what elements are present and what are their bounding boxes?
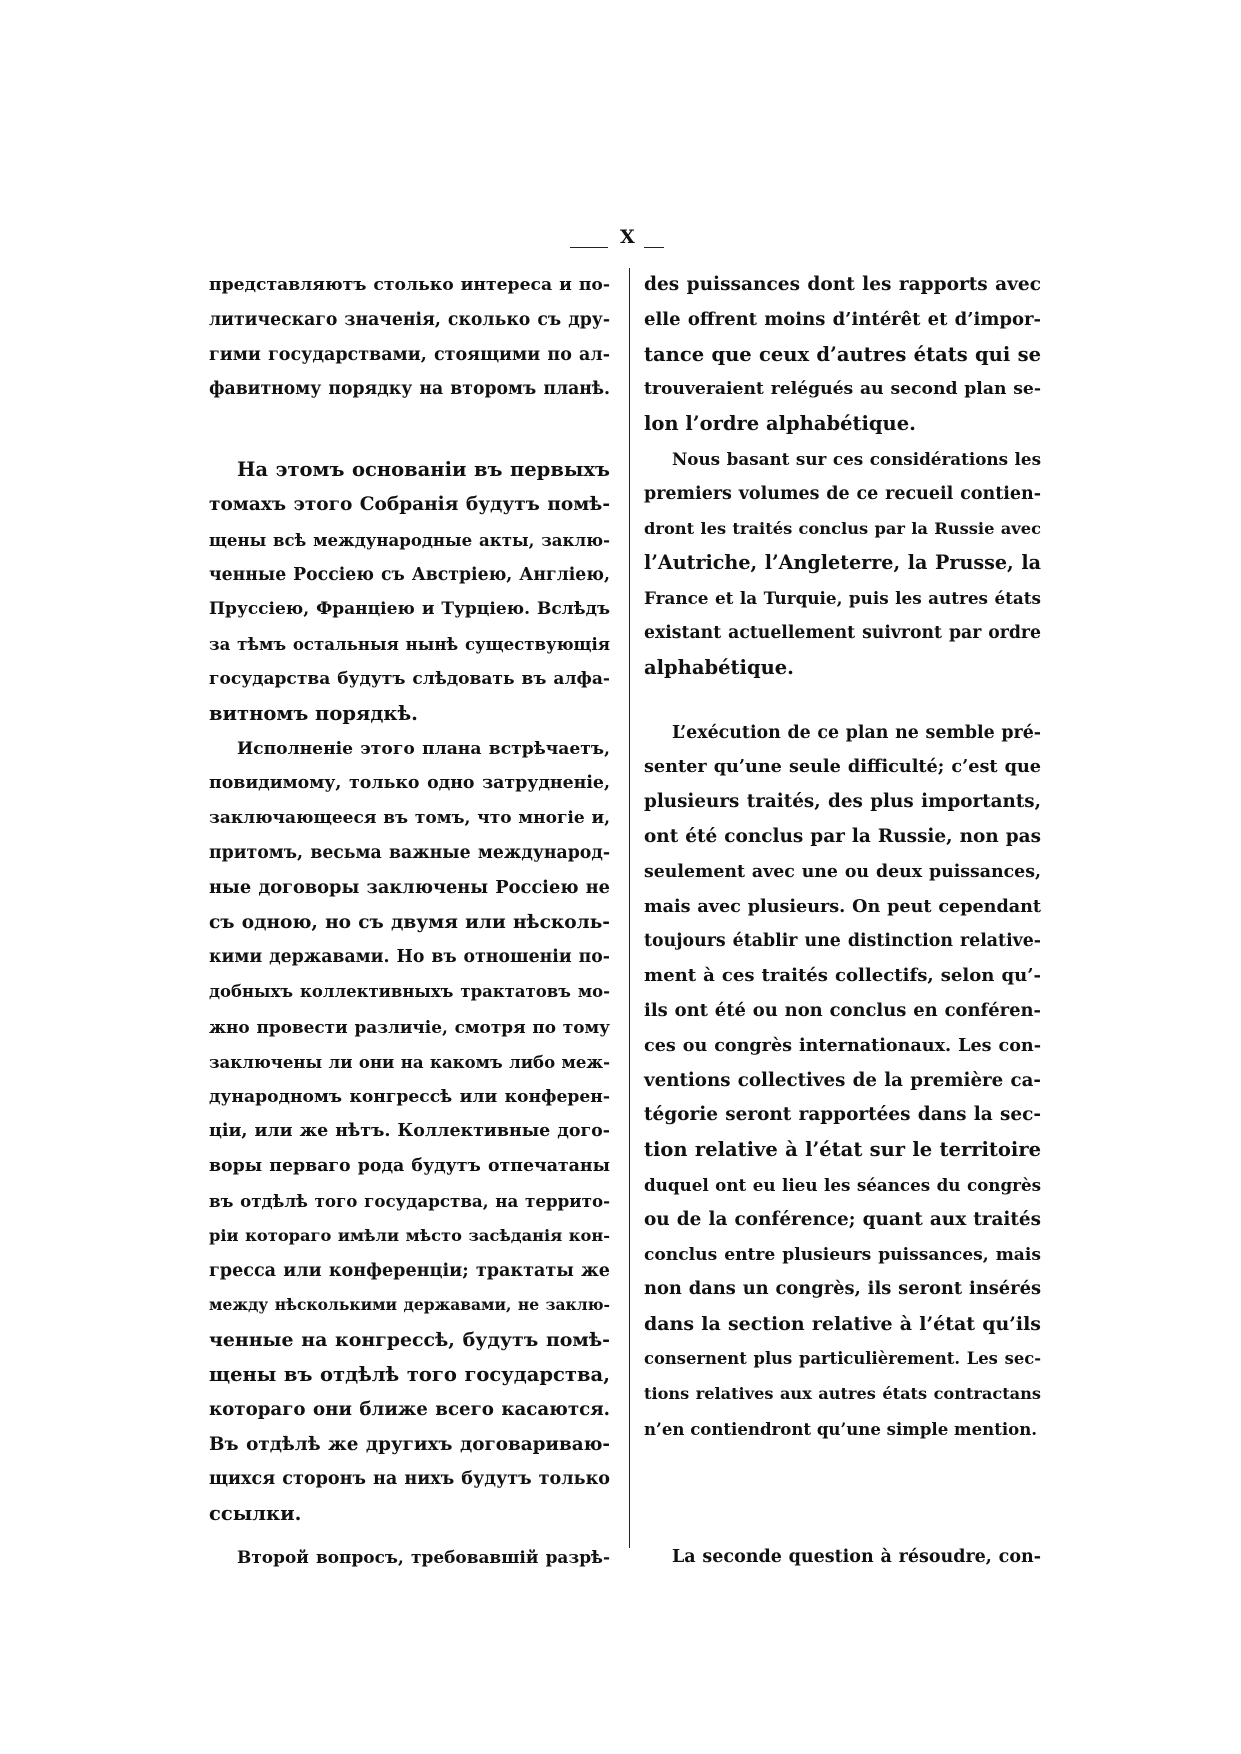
text-line: non dans un congrès, ils seront insérés: [644, 1278, 1041, 1300]
russian-column: [209, 268, 610, 1575]
text-line: existant actuellement suivront par ordre: [644, 622, 1041, 643]
fr-paragraph-2: [644, 442, 1041, 686]
french-column: [644, 268, 1041, 1575]
text-line: alphabétique.: [644, 655, 794, 679]
text-line: lon l’ordre alphabétique.: [644, 412, 916, 436]
text-line: дународномъ конгрессѣ или конферен-: [209, 1086, 610, 1107]
text-line: ссылки.: [209, 1502, 302, 1526]
text-line: tance que ceux d’autres états qui se: [644, 342, 1041, 366]
text-line: L’exécution de ce plan ne semble pré-: [672, 722, 1041, 743]
text-line: щихся сторонъ на нихъ будутъ только: [209, 1468, 610, 1490]
text-line: n’en contiendront qu’une simple mention.: [644, 1418, 1038, 1439]
text-line: senter qu’une seule difficulté; c’est que: [644, 756, 1041, 778]
text-line: mais avec plusieurs. On peut cependant: [644, 896, 1041, 917]
text-line: premiers volumes de ce recueil contien-: [644, 483, 1041, 504]
text-line: На этомъ основаніи въ первыхъ: [237, 458, 610, 482]
text-line: воры перваго рода будутъ отпечатаны: [209, 1156, 610, 1177]
text-line: ventions collectives de la première ca-: [644, 1069, 1041, 1091]
ru-paragraph-1: [209, 268, 610, 407]
text-line: ные договоры заключены Россіею не: [209, 876, 610, 898]
text-line: consernent plus particulièrement. Les sec-: [644, 1348, 1041, 1368]
text-line: гресса или конференціи; трактаты же: [209, 1259, 610, 1281]
text-line: toujours établir une distinction relative-: [644, 931, 1041, 952]
text-line: dront les traités conclus par la Russie avec: [644, 518, 1041, 538]
text-line: ou de la conférence; quant aux traités: [644, 1208, 1041, 1230]
text-line: представляютъ столько интереса и по-: [209, 275, 610, 295]
text-line: ціи, или же нѣтъ. Коллективные дого-: [209, 1121, 610, 1142]
text-line: литическаго значенія, сколько съ дру-: [209, 309, 610, 330]
folio-dash-left: [570, 247, 608, 248]
text-line: plusieurs traités, des plus importants,: [644, 791, 1041, 813]
page-folio: [570, 226, 680, 256]
text-line: кими державами. Но въ отношеніи по-: [209, 947, 610, 968]
text-line: La seconde question à résoudre, con-: [672, 1547, 1041, 1568]
text-line: притомъ, весьма важные международ-: [209, 842, 610, 863]
text-line: заключены ли они на какомъ либо меж-: [209, 1051, 610, 1072]
text-line: въ отдѣлѣ того государства, на террито-: [209, 1190, 610, 1211]
text-line: Пруссіею, Франціею и Турціею. Вслѣдъ: [209, 599, 610, 620]
text-line: ils ont été ou non conclus en conféren-: [644, 999, 1041, 1021]
column-divider: [629, 268, 630, 1548]
text-line: между нѣсколькими державами, не заклю-: [209, 1295, 610, 1315]
text-line: Nous basant sur ces considérations les: [672, 448, 1041, 469]
text-line: duquel ont eu lieu les séances du congrès: [644, 1174, 1041, 1195]
text-line: France et la Turquie, puis les autres états: [644, 588, 1041, 609]
text-line: ченные на конгрессѣ, будутъ помѣ-: [209, 1329, 610, 1352]
ru-paragraph-4: [209, 1540, 610, 1575]
text-line: щены въ отдѣлѣ того государства,: [209, 1362, 610, 1386]
page-number: X: [620, 226, 635, 248]
ru-paragraph-3: [209, 732, 610, 1532]
text-line: заключающееся въ томъ, что многіе и,: [209, 808, 610, 829]
text-line: Исполненіе этого плана встрѣчаетъ,: [237, 738, 610, 759]
text-line: ont été conclus par la Russie, non pas: [644, 825, 1041, 847]
text-line: tions relatives aux autres états contractans: [644, 1383, 1041, 1403]
text-line: Второй вопросъ, требовавшій разрѣ-: [237, 1546, 610, 1567]
text-line: Въ отдѣлѣ же другихъ договариваю-: [209, 1433, 610, 1455]
text-line: l’Autriche, l’Angleterre, la Prusse, la: [644, 551, 1041, 575]
text-line: съ одною, но съ двумя или нѣсколь-: [209, 911, 610, 933]
text-line: жно провести различіе, смотря по тому: [209, 1016, 610, 1037]
text-line: котораго они ближе всего касаются.: [209, 1398, 610, 1420]
fr-paragraph-4: [644, 1540, 1041, 1575]
text-line: добныхъ коллективныхъ трактатовъ мо-: [209, 982, 610, 1002]
text-line: за тѣмъ остальныя нынѣ существующія: [209, 634, 610, 655]
fr-paragraph-3: [644, 716, 1041, 1447]
ru-paragraph-2: [209, 453, 610, 731]
folio-dash-right: [644, 247, 664, 248]
text-line: conclus entre plusieurs puissances, mais: [644, 1244, 1041, 1265]
text-line: ment à ces traités collectifs, selon qu’-: [644, 965, 1041, 987]
text-line: seulement avec une ou deux puissances,: [644, 861, 1041, 882]
fr-paragraph-1: [644, 268, 1041, 442]
text-line: ченные Россіею съ Австріею, Англіею,: [209, 564, 610, 585]
text-line: государства будутъ слѣдовать въ алфа-: [209, 668, 610, 689]
text-line: гими государствами, стоящими по ал-: [209, 344, 610, 365]
text-line: витномъ порядкѣ.: [209, 701, 418, 725]
text-line: ces ou congrès internationaux. Les con-: [644, 1035, 1041, 1056]
text-line: tion relative à l’état sur le territoire: [644, 1138, 1041, 1162]
text-line: фавитному порядку на второмъ планѣ.: [209, 379, 610, 400]
text-line: trouveraient relégués au second plan se-: [644, 379, 1041, 400]
text-line: ріи котораго имѣли мѣсто засѣданія кон-: [209, 1225, 610, 1245]
text-line: повидимому, только одно затрудненіе,: [209, 773, 610, 794]
text-line: щены всѣ международные акты, заклю-: [209, 529, 610, 550]
text-line: elle offrent moins d’intérêt et d’impor-: [644, 308, 1041, 330]
text-line: des puissances dont les rapports avec: [644, 274, 1041, 295]
text-line: tégorie seront rapportées dans la sec-: [644, 1104, 1041, 1126]
text-line: томахъ этого Собранія будутъ помѣ-: [209, 493, 610, 515]
text-line: dans la section relative à l’état qu’ils: [644, 1313, 1041, 1336]
